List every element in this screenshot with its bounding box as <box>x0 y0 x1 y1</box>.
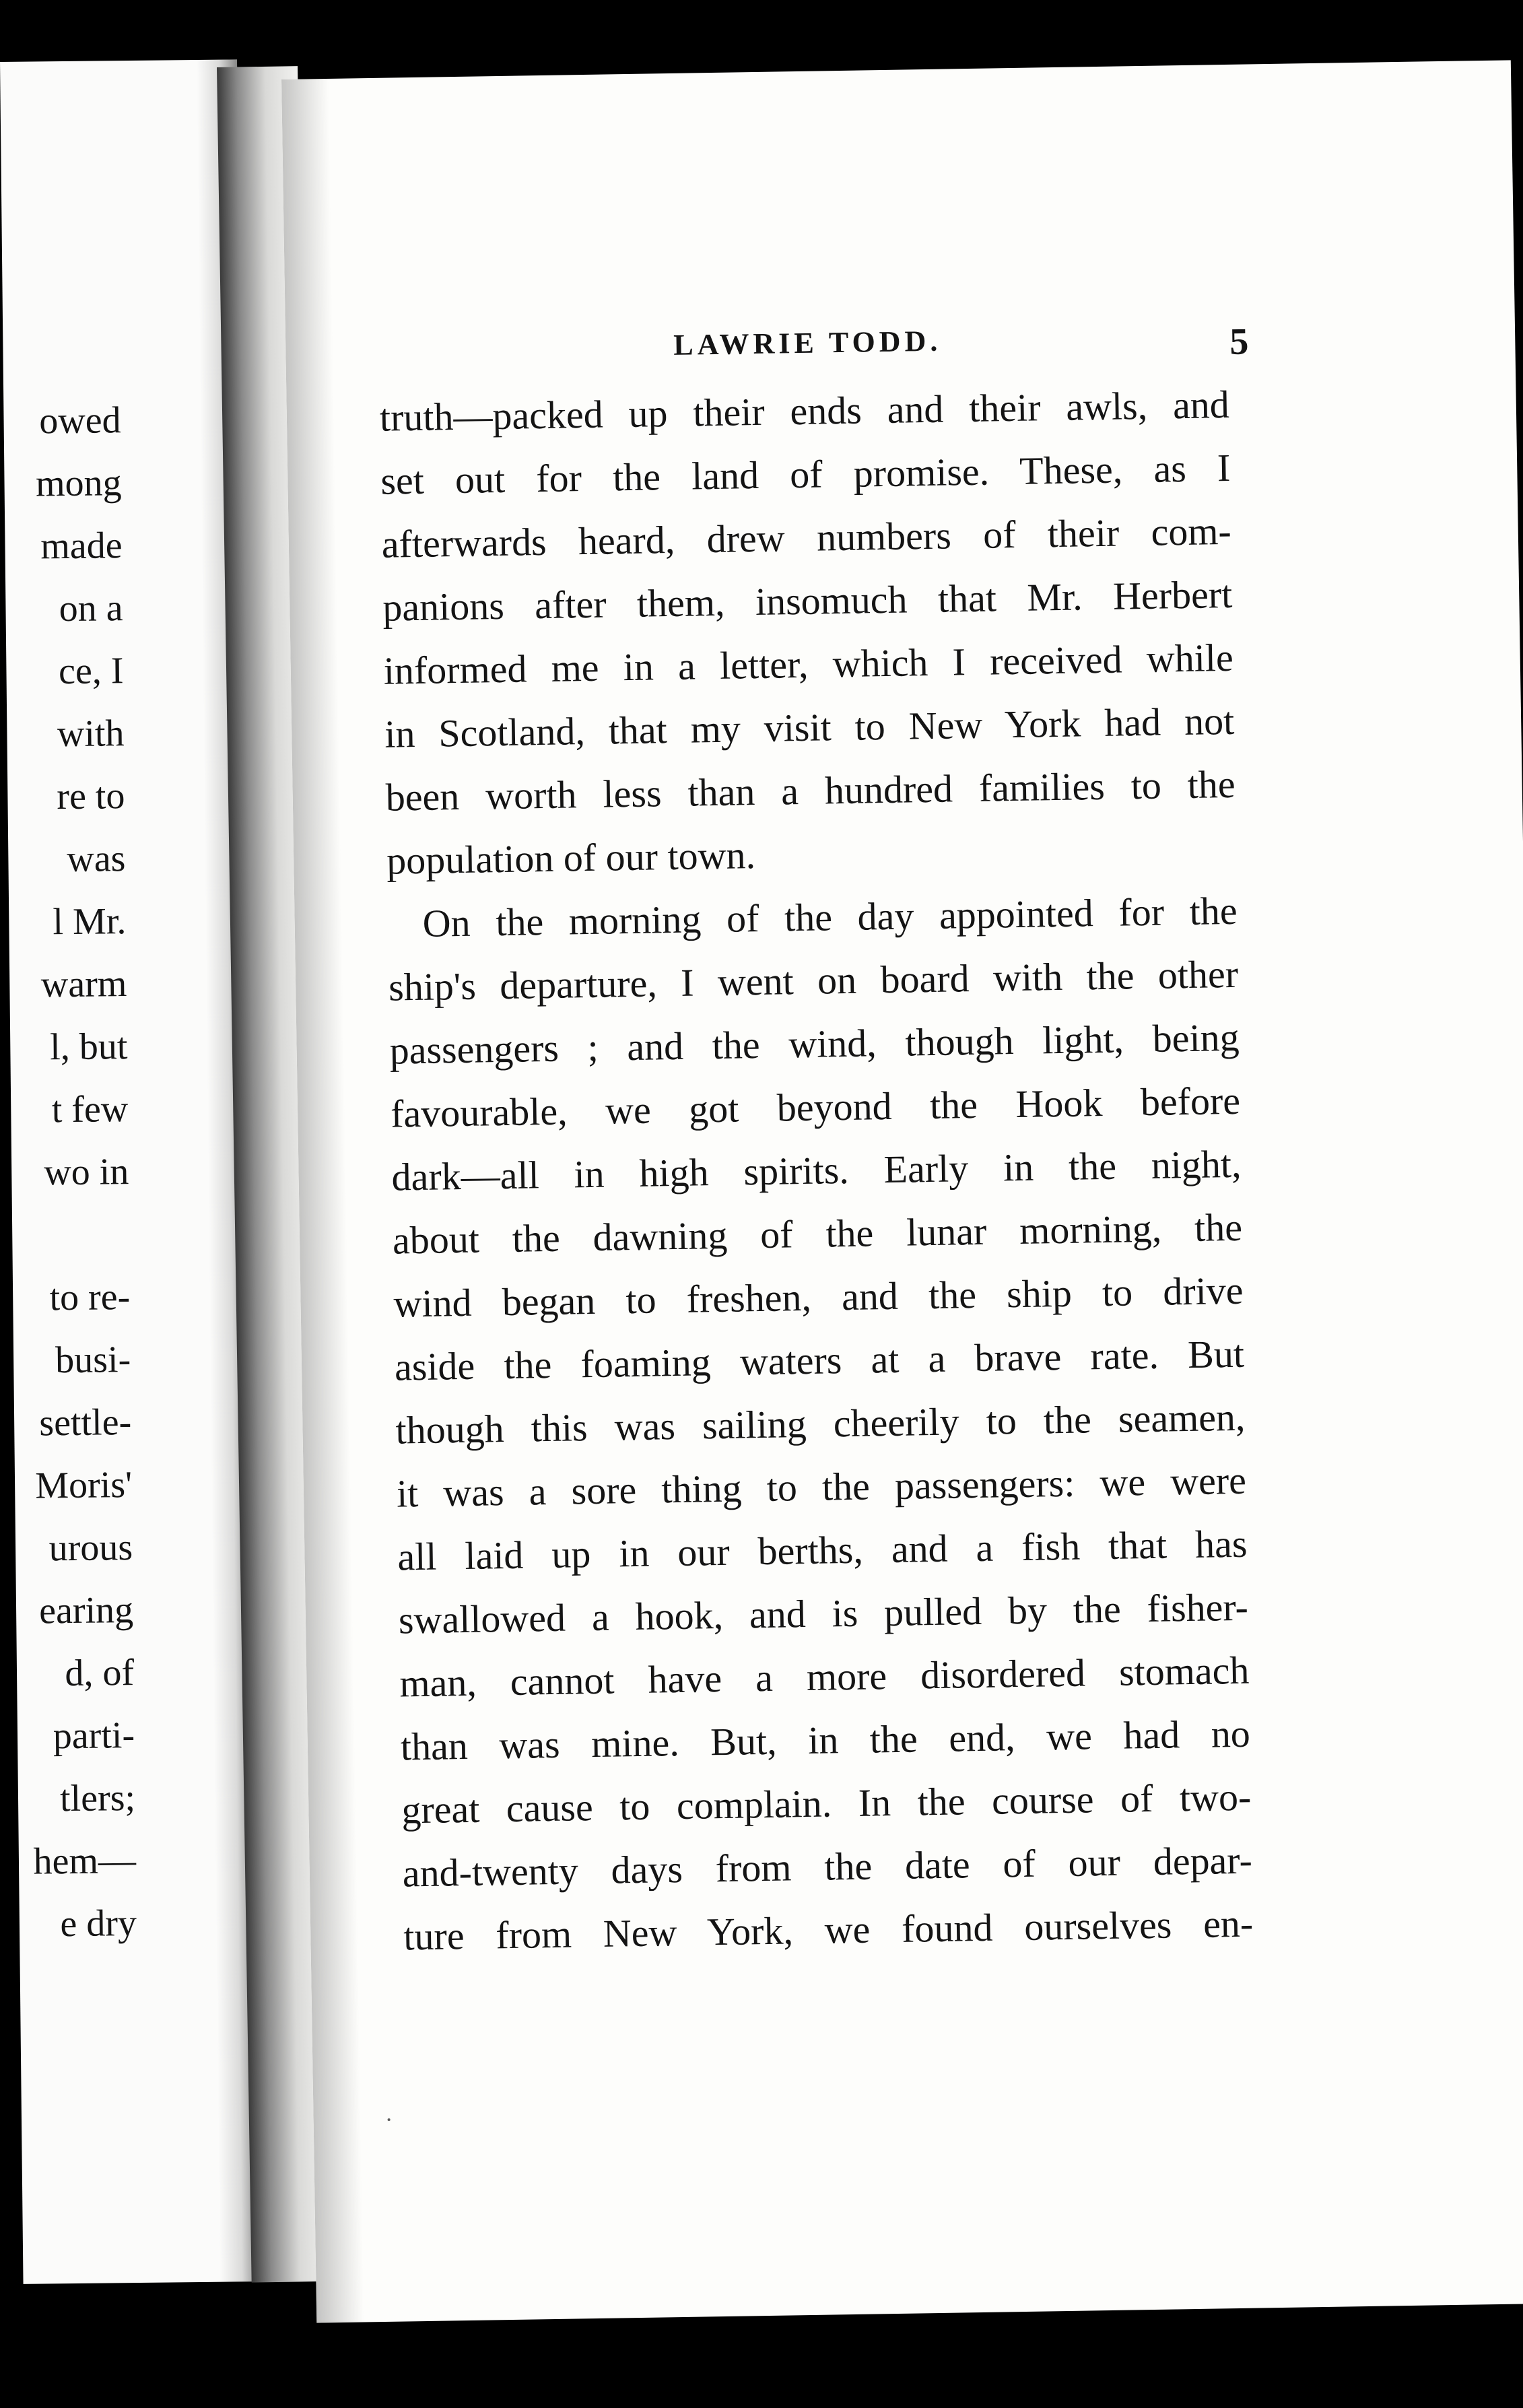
text-line: truth—packed up their ends and their awls, and <box>379 382 1230 440</box>
page-number: 5 <box>1229 321 1249 363</box>
facing-line: parti- <box>53 1714 135 1758</box>
facing-line: with <box>57 712 125 756</box>
facing-line: Moris' <box>34 1464 133 1507</box>
facing-line: to re- <box>49 1276 131 1319</box>
facing-line: on a <box>59 587 123 630</box>
facing-line: warm <box>40 963 127 1006</box>
facing-line: t few <box>51 1088 129 1131</box>
text-line: and-twenty days from the date of our depar- <box>402 1838 1253 1896</box>
facing-line: made <box>40 525 123 568</box>
facing-page-text <box>0 389 137 1959</box>
text-line: been worth less than a hundred families to the <box>385 762 1236 820</box>
text-line: ship's departure, I went on board with the other <box>388 951 1239 1009</box>
text-line: great cause to complain. In the course of two- <box>401 1774 1252 1832</box>
text-line: aside the foaming waters at a brave rate. But <box>394 1331 1245 1389</box>
text-line: though this was sailing cheerily to the seamen, <box>395 1395 1246 1452</box>
text-line: it was a sore thing to the passengers: we were <box>396 1458 1247 1516</box>
text-line: ture from New York, we found ourselves en- <box>403 1901 1254 1959</box>
facing-line: l, but <box>49 1026 128 1069</box>
facing-line: settle- <box>39 1401 132 1444</box>
text-line: about the dawning of the lunar morning, the <box>392 1205 1243 1263</box>
text-line: swallowed a hook, and is pulled by the fisher- <box>398 1584 1249 1642</box>
facing-line: owed <box>38 399 121 442</box>
text-line: than was mine. But, in the end, we had no <box>400 1711 1251 1769</box>
scan-speck <box>388 2118 391 2121</box>
facing-page-left <box>0 59 261 2284</box>
text-line: wind began to freshen, and the ship to drive <box>393 1268 1244 1326</box>
facing-line: tlers; <box>59 1777 136 1820</box>
text-line: passengers ; and the wind, though light, being <box>389 1015 1240 1073</box>
text-line: all laid up in our berths, and a fish that has <box>397 1521 1248 1579</box>
running-head: LAWRIE TODD. <box>673 324 942 362</box>
text-line: informed me in a letter, which I received while <box>383 635 1234 693</box>
facing-line: d, of <box>65 1652 135 1695</box>
text-line: dark—all in high spirits. Early in the night, <box>391 1141 1242 1199</box>
facing-line: wo in <box>43 1151 129 1194</box>
facing-line: was <box>66 838 126 881</box>
facing-line: busi- <box>55 1339 131 1382</box>
facing-line: ce, I <box>58 650 124 693</box>
text-line: population of our town. <box>386 833 756 883</box>
facing-line: l Mr. <box>53 900 127 943</box>
text-line: afterwards heard, drew numbers of their com- <box>381 508 1232 566</box>
facing-line: re to <box>57 775 125 818</box>
facing-line <box>0 1203 130 1270</box>
page-right <box>281 60 1523 2322</box>
facing-line: e dry <box>60 1902 137 1945</box>
text-line: On the morning of the day appointed for the <box>422 888 1238 945</box>
facing-line: hem— <box>33 1840 137 1883</box>
text-line: in Scotland, that my visit to New York had not <box>384 698 1235 756</box>
text-line: set out for the land of promise. These, as I <box>380 445 1231 503</box>
text-line: man, cannot have a more disordered stomach <box>399 1648 1250 1706</box>
facing-line: earing <box>38 1589 134 1632</box>
page-body-text <box>379 373 1254 1969</box>
facing-line: mong <box>35 462 122 505</box>
facing-line: urous <box>48 1527 133 1570</box>
text-line: panions after them, insomuch that Mr. Herbert <box>382 572 1233 630</box>
text-line: favourable, we got beyond the Hook before <box>390 1078 1241 1136</box>
